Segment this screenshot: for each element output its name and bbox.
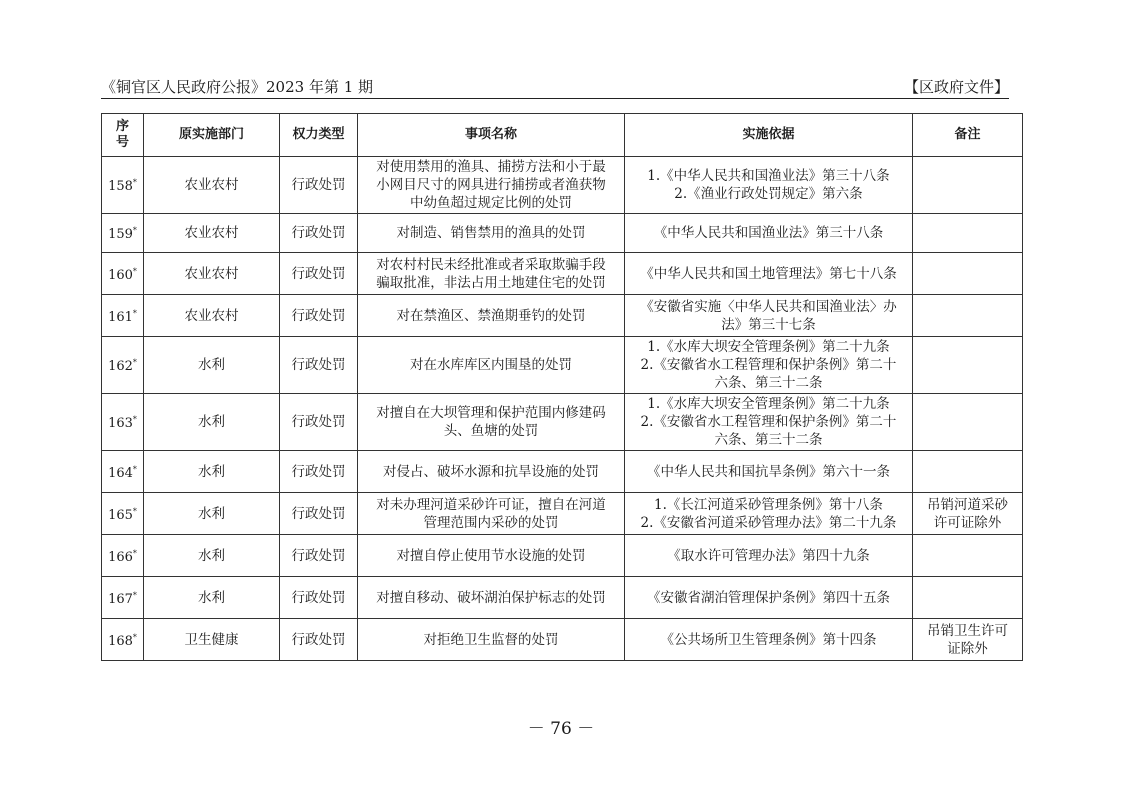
row-number [102,493,144,535]
row-mark: * [132,548,137,558]
item-name-cell-line: 头、鱼塘的处罚 [443,423,539,439]
legal-basis-cell-line: 1.《水库大坝安全管理条例》第二十九条 [647,339,890,355]
row-number-value: 164 [108,465,133,481]
note-cell [913,295,1023,337]
power-type-cell: 行政处罚 [280,451,358,493]
row-number [102,214,144,253]
table-row [102,493,1023,535]
note-cell [913,157,1023,214]
power-type-cell: 行政处罚 [280,214,358,253]
row-mark: * [132,358,137,367]
item-name-cell-line: 对擅自在大坝管理和保护范围内修建码 [376,405,606,421]
department-cell: 水利 [144,337,280,394]
item-name-cell [358,337,625,394]
page-number: － 76 － [527,719,595,739]
legal-basis-cell [625,451,913,493]
power-type-cell: 行政处罚 [280,253,358,295]
row-number [102,577,144,619]
section-label: 【区政府文件】 [903,78,1009,96]
row-number-value: 166 [108,549,133,565]
item-name-cell [358,157,625,214]
table-row [102,214,1023,253]
legal-basis-cell-line: 《安徽省湖泊管理保护条例》第四十五条 [647,589,890,606]
power-type-cell: 行政处罚 [280,535,358,577]
item-name-cell-line: 对在禁渔区、禁渔期垂钓的处罚 [396,307,586,324]
enforcement-table [101,113,1023,661]
table-row [102,295,1023,337]
power-type-cell: 行政处罚 [280,619,358,661]
row-mark: * [132,464,137,474]
note-cell [913,337,1023,394]
col-header-dept: 原实施部门 [144,114,280,157]
department-cell: 卫生健康 [144,619,280,661]
item-name-cell-line: 小网目尺寸的网具进行捕捞或者渔获物 [376,177,606,193]
table-row [102,394,1023,451]
note-cell-line: 许可证除外 [933,514,1002,531]
header-divider [101,98,1009,99]
legal-basis-cell [625,394,913,451]
item-name-cell [358,394,625,451]
legal-basis-cell-line: 2.《安徽省水工程管理和保护条例》第二十 [640,414,897,430]
legal-basis-cell-line: 2.《安徽省水工程管理和保护条例》第二十 [640,357,897,373]
row-number-value: 167 [108,591,133,607]
row-number [102,157,144,214]
power-type-cell: 行政处罚 [280,394,358,451]
row-number [102,535,144,577]
row-mark: * [132,415,137,424]
note-cell [913,577,1023,619]
row-number-value: 161 [108,309,133,325]
note-cell [913,451,1023,493]
power-type-cell: 行政处罚 [280,157,358,214]
legal-basis-cell-line: 《安徽省实施〈中华人民共和国渔业法〉办 [640,298,897,315]
item-name-cell [358,451,625,493]
row-number [102,394,144,451]
department-cell: 农业农村 [144,253,280,295]
col-header-basis: 实施依据 [625,114,913,157]
item-name-cell [358,253,625,295]
item-name-cell-line: 对在水库库区内围垦的处罚 [410,357,572,373]
item-name-cell-line: 管理范围内采砂的处罚 [423,514,559,531]
col-header-note: 备注 [913,114,1023,157]
item-name-cell-line: 对使用禁用的渔具、捕捞方法和小于最 [376,159,606,175]
item-name-cell [358,577,625,619]
legal-basis-cell [625,535,913,577]
legal-basis-cell-line: 《中华人民共和国土地管理法》第七十八条 [640,265,897,282]
legal-basis-cell-line: 2.《渔业行政处罚规定》第六条 [674,186,863,202]
note-cell-line: 吊销河道采砂 [927,496,1008,513]
row-number [102,451,144,493]
col-header-seq-text: 序 号 [115,119,129,150]
item-name-cell-line: 对擅自移动、破坏湖泊保护标志的处罚 [376,589,606,606]
col-header-seq [102,114,144,157]
row-number-value: 158 [108,179,133,194]
note-cell-line: 吊销卫生许可 [927,622,1008,639]
legal-basis-cell [625,619,913,661]
department-cell: 水利 [144,577,280,619]
table-row [102,337,1023,394]
item-name-cell-line: 对侵占、破坏水源和抗旱设施的处罚 [383,463,599,480]
note-cell [913,535,1023,577]
row-number [102,295,144,337]
legal-basis-cell-line: 六条、第三十二条 [714,375,823,391]
power-type-cell: 行政处罚 [280,493,358,535]
legal-basis-cell [625,253,913,295]
legal-basis-cell [625,157,913,214]
row-mark: * [132,266,137,276]
row-number-value: 163 [108,416,133,431]
legal-basis-cell [625,577,913,619]
item-name-cell-line: 对擅自停止使用节水设施的处罚 [396,547,586,564]
legal-basis-cell [625,214,913,253]
legal-basis-cell-line: 《中华人民共和国抗旱条例》第六十一条 [647,463,890,480]
row-number-value: 162 [108,359,133,374]
item-name-cell-line: 中幼鱼超过规定比例的处罚 [410,195,572,211]
legal-basis-cell-line: 2.《安徽省河道采砂管理办法》第二十九条 [640,514,897,531]
department-cell: 水利 [144,493,280,535]
row-number-value: 159 [108,227,133,242]
note-cell-line: 证除外 [947,640,988,657]
table-row [102,535,1023,577]
legal-basis-cell [625,493,913,535]
table-row [102,157,1023,214]
department-cell: 水利 [144,394,280,451]
note-cell [913,394,1023,451]
table-row [102,619,1023,661]
table-row [102,577,1023,619]
table-row [102,451,1023,493]
note-cell [913,253,1023,295]
row-number-value: 165 [108,507,133,523]
department-cell: 农业农村 [144,214,280,253]
row-number [102,619,144,661]
row-number-value: 160 [108,267,133,283]
power-type-cell: 行政处罚 [280,337,358,394]
row-mark: * [132,590,137,600]
note-cell [913,214,1023,253]
item-name-cell [358,214,625,253]
table-row [102,253,1023,295]
department-cell: 农业农村 [144,295,280,337]
row-number [102,253,144,295]
page-header [101,77,1009,97]
item-name-cell [358,295,625,337]
legal-basis-cell-line: 1.《水库大坝安全管理条例》第二十九条 [647,396,890,412]
item-name-cell [358,535,625,577]
note-cell [913,619,1023,661]
power-type-cell: 行政处罚 [280,577,358,619]
col-header-type: 权力类型 [280,114,358,157]
legal-basis-cell-line: 《公共场所卫生管理条例》第十四条 [660,631,877,648]
col-header-item: 事项名称 [358,114,625,157]
item-name-cell-line: 骗取批准，非法占用土地建住宅的处罚 [376,274,606,291]
department-cell: 水利 [144,535,280,577]
note-cell [913,493,1023,535]
row-mark: * [132,632,137,642]
row-mark: * [132,308,137,318]
row-mark: * [132,226,137,235]
department-cell: 农业农村 [144,157,280,214]
department-cell: 水利 [144,451,280,493]
legal-basis-cell-line: 1.《长江河道采砂管理条例》第十八条 [654,496,883,513]
legal-basis-cell-line: 《中华人民共和国渔业法》第三十八条 [653,225,884,241]
legal-basis-cell-line: 法》第三十七条 [721,316,816,333]
power-type-cell: 行政处罚 [280,295,358,337]
row-mark: * [132,506,137,516]
legal-basis-cell-line: 六条、第三十二条 [714,432,823,448]
table-header-row [102,114,1023,157]
item-name-cell-line: 对拒绝卫生监督的处罚 [423,631,559,648]
row-number-value: 168 [108,633,133,649]
legal-basis-cell-line: 《取水许可管理办法》第四十九条 [667,547,870,564]
legal-basis-cell [625,295,913,337]
row-number [102,337,144,394]
bulletin-title: 《铜官区人民政府公报》2023 年第 1 期 [101,78,374,96]
item-name-cell-line: 对制造、销售禁用的渔具的处罚 [396,225,586,241]
item-name-cell [358,493,625,535]
item-name-cell-line: 对农村村民未经批准或者采取欺骗手段 [376,256,606,273]
row-mark: * [132,178,137,187]
legal-basis-cell [625,337,913,394]
item-name-cell [358,619,625,661]
legal-basis-cell-line: 1.《中华人民共和国渔业法》第三十八条 [647,168,890,184]
item-name-cell-line: 对未办理河道采砂许可证，擅自在河道 [376,496,606,513]
